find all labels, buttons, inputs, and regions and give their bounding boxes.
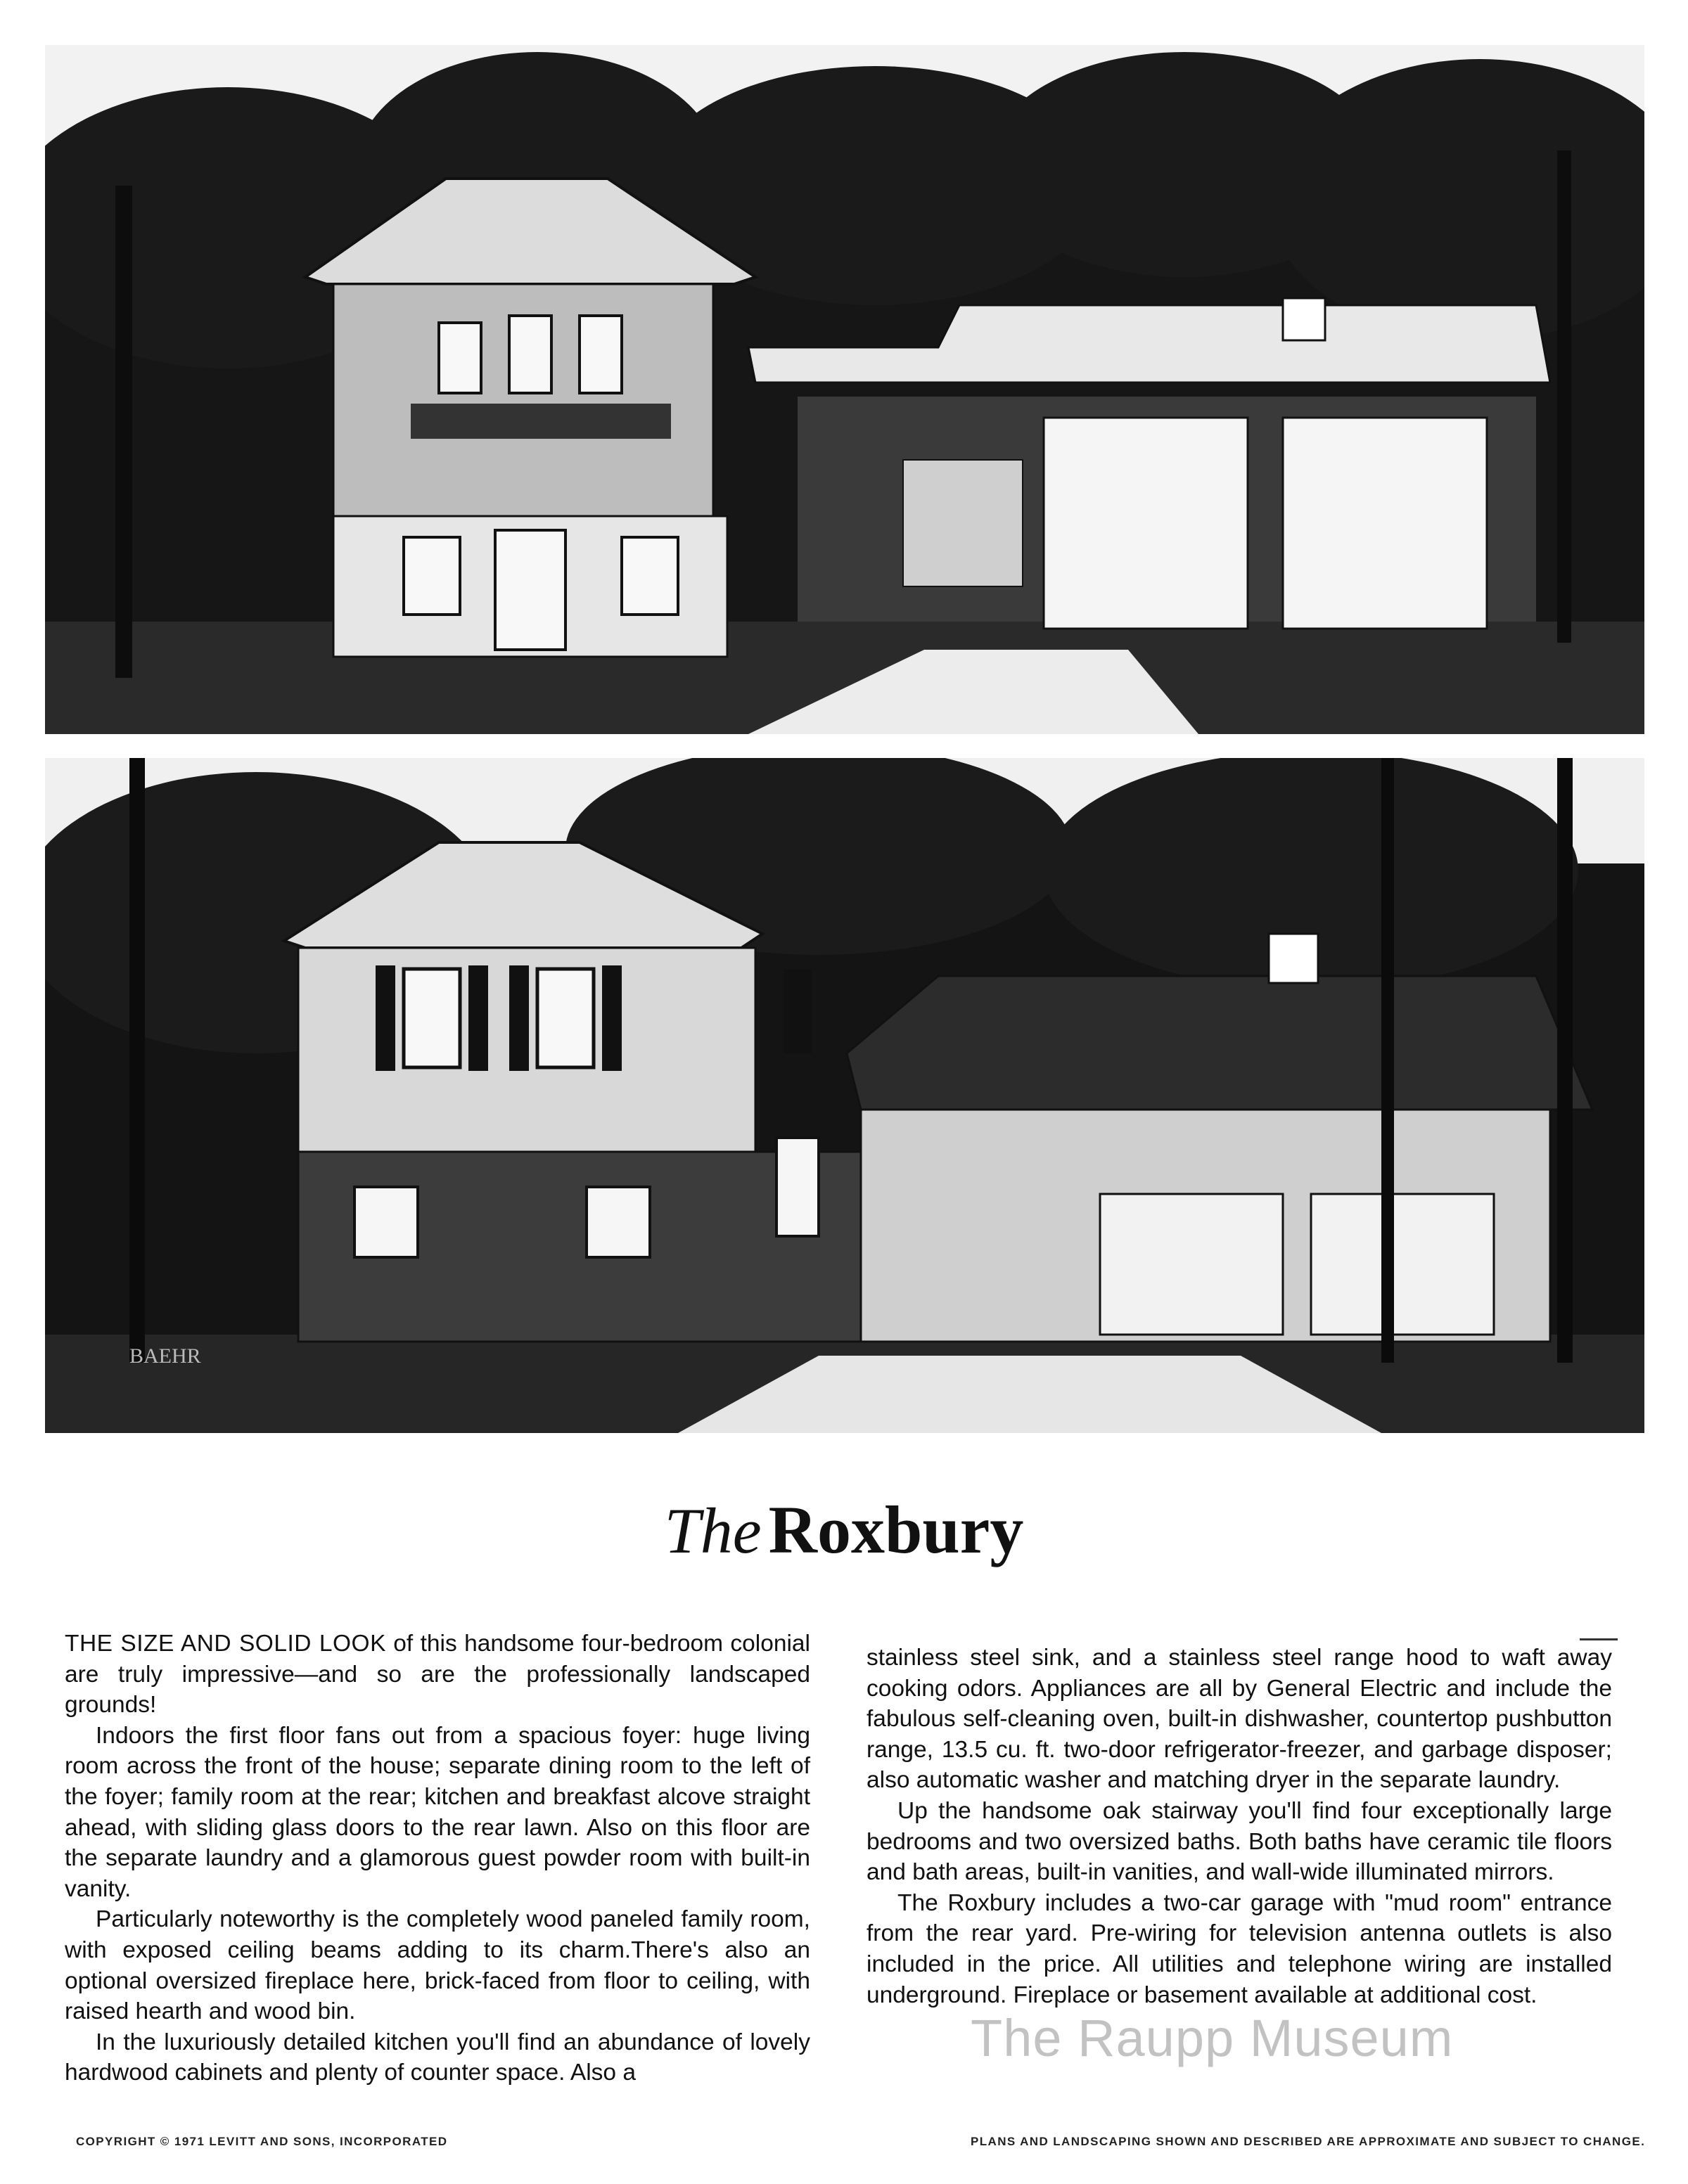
page-title — [0, 1491, 1688, 1589]
paragraph-family-room: Particularly noteworthy is the completely wood paneled family room, with exposed ceiling beams adding to its charm.There's also an optional oversized fireplace here, brick-faced from floor to ceiling, with raised hearth and wood bin. — [65, 1906, 810, 2025]
description-left-column — [65, 1629, 810, 2088]
paragraph-garage: The Roxbury includes a two-car garage with "mud room" entrance from the rear yard. Pre-wiring for television antenna outlets is also included in the price. All utilities and telephone wiring are installed underground. Fireplace or basement available at additional cost. — [867, 1889, 1612, 2008]
house-drawing-top — [45, 45, 1644, 734]
museum-watermark: The Raupp Museum — [971, 2009, 1454, 2067]
paragraph-first-floor: Indoors the first floor fans out from a spacious foyer: huge living room across the front of the house; separate dining room to the left of the foyer; family room at the rear; kitchen and breakfast alcove straight ahead, with sliding glass doors to the rear lawn. Also on this floor are the separate laundry and a glamorous guest powder room with built-in vanity. — [65, 1722, 810, 1902]
house-drawing-bottom — [45, 758, 1644, 1433]
disclaimer-notice: PLANS AND LANDSCAPING SHOWN AND DESCRIBED ARE APPROXIMATE AND SUBJECT TO CHANGE. — [971, 2135, 1646, 2148]
description-right-column — [867, 1643, 1612, 2010]
copyright-notice: COPYRIGHT © 1971 LEVITT AND SONS, INCORPORATED — [76, 2135, 448, 2148]
artist-signature: BAEHR — [129, 1344, 201, 1368]
paragraph-kitchen: In the luxuriously detailed kitchen you'll find an abundance of lovely hardwood cabinets and plenty of counter space. Also a — [65, 2029, 810, 2086]
paragraph-intro — [65, 1629, 810, 1721]
divider-mark — [1580, 1638, 1618, 1640]
intro-text: of this handsome four-bedroom colonial are truly impressive—and so are the professionally landscaped grounds! — [65, 1631, 810, 1719]
house-illustration-clapboard — [45, 758, 1644, 1433]
paragraph-appliances: stainless steel sink, and a stainless steel range hood to waft away cooking odors. Appliances are all by General Electric and include the fabulous self-cleaning oven, built-in dishwasher, countertop pushbutton range, 13.5 cu. ft. two-door refrigerator-freezer, and garbage disposer; also automatic washer and matching dryer in the separate laundry. — [867, 1645, 1612, 1794]
lead-in-text: THE SIZE AND SOLID LOOK — [65, 1631, 386, 1657]
paragraph-bedrooms: Up the handsome oak stairway you'll find four exceptionally large bedrooms and two oversized baths. Both baths have ceramic tile floors and bath areas, built-in vanities, and wall-wide illuminated mirrors. — [867, 1797, 1612, 1886]
house-illustration-shingle — [45, 45, 1644, 734]
title-prefix: The — [664, 1495, 762, 1567]
title-name: Roxbury — [768, 1492, 1024, 1567]
